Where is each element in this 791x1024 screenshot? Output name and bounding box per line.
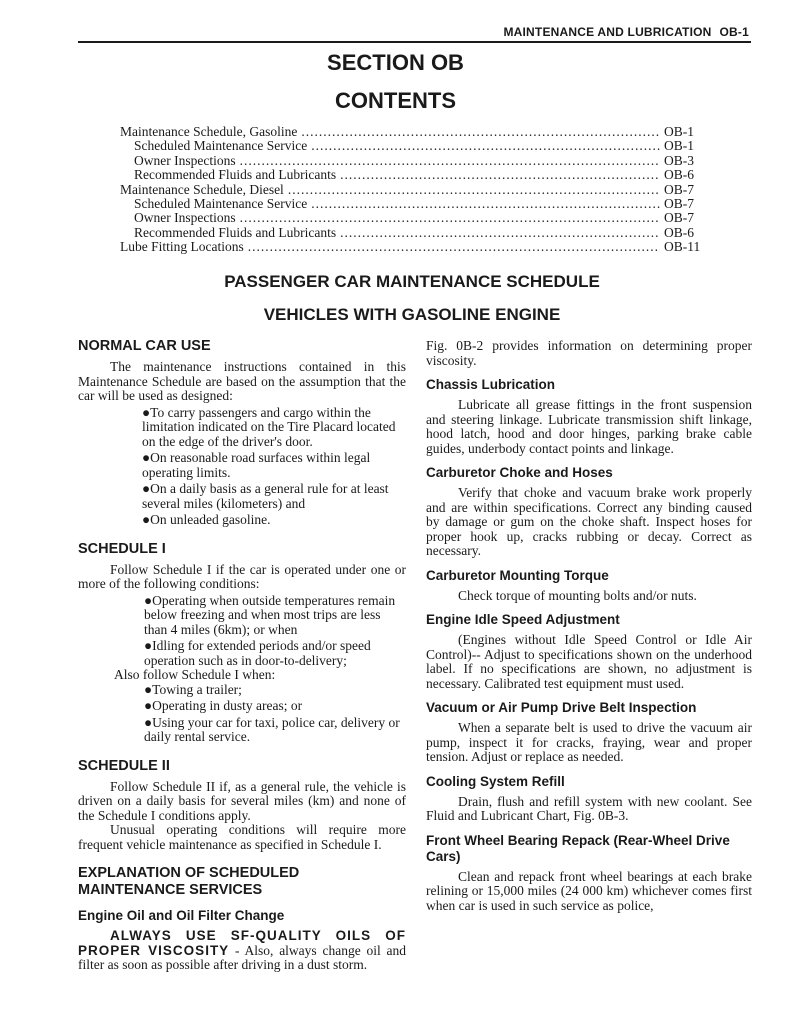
schedule-i-bullet: ●Using your car for taxi, police car, delivery or daily rental service. <box>144 714 400 744</box>
header-title: MAINTENANCE AND LUBRICATION <box>503 25 712 39</box>
toc-label: Maintenance Schedule, Gasoline <box>120 124 298 139</box>
toc-label: Scheduled Maintenance Service <box>134 196 308 212</box>
contents-title: CONTENTS <box>335 88 456 113</box>
toc-entry[interactable] <box>120 226 702 240</box>
schedule-ii-heading: SCHEDULE II <box>78 757 170 774</box>
header-rule <box>78 41 751 43</box>
toc-page: OB-1 <box>664 124 694 139</box>
toc-leader <box>248 240 660 254</box>
chassis-heading: Chassis Lubrication <box>426 377 556 392</box>
oil-change-caps: ALWAYS USE SF-QUALITY OILS OF PROPER VISCOSITY <box>78 928 406 958</box>
toc-label: Maintenance Schedule, Diesel <box>120 181 284 197</box>
schedule-i-intro: Follow Schedule I if the car is operated under one or more of the following conditions: <box>78 561 406 591</box>
choke-heading: Carburetor Choke and Hoses <box>426 465 613 480</box>
choke-text: Verify that choke and vacuum brake work properly and are within specifications. Correct any binding caused by damage or gum on the choke shaft. Inspect hoses for proper hook up, cracks rubbing or decay. Correct as necessary. <box>426 485 752 558</box>
oil-change-heading: Engine Oil and Oil Filter Change <box>78 908 285 923</box>
toc-leader <box>240 211 660 225</box>
schedule-ii-text: Follow Schedule II if, as a general rule, the vehicle is driven on a daily basis for several miles (km) and none of the Schedule I conditions apply. <box>78 778 406 823</box>
normal-bullet: ●On unleaded gasoline. <box>142 512 271 527</box>
explanation-heading <box>78 865 406 899</box>
normal-bullet: ●On a daily basis as a general rule for at least several miles (kilometers) and <box>142 481 389 511</box>
normal-intro: The maintenance instructions contained in this Maintenance Schedule are based on the assumption that the car will be used as designed: <box>78 359 406 403</box>
toc-label: Scheduled Maintenance Service <box>134 138 308 154</box>
toc-leader <box>301 125 660 139</box>
idle-heading: Engine Idle Speed Adjustment <box>426 612 620 627</box>
cooling-heading: Cooling System Refill <box>426 773 565 789</box>
oil-change-body: - Also, always change oil and filter as soon as possible after driving in a dust storm. <box>78 942 407 972</box>
toc-leader <box>340 168 660 182</box>
toc-leader <box>340 226 660 240</box>
torque-text: Check torque of mounting bolts and/or nuts. <box>458 587 697 603</box>
toc-label: Recommended Fluids and Lubricants <box>134 167 337 183</box>
schedule-i-bullet: ●Operating when outside temperatures remain below freezing and when most trips are less than 4 miles (6km); or when <box>144 592 396 637</box>
toc-entry[interactable] <box>120 154 702 168</box>
bearing-heading: Front Wheel Bearing Repack (Rear-Wheel Drive Cars) <box>426 832 730 864</box>
toc-leader <box>311 139 660 153</box>
left-column <box>78 338 406 973</box>
cooling-text: Drain, flush and refill system with new coolant. See Fluid and Lubricant Chart, Fig. 0B-3. <box>426 793 752 823</box>
toc-page: OB-3 <box>664 152 694 168</box>
torque-heading: Carburetor Mounting Torque <box>426 567 609 583</box>
toc-leader <box>288 183 660 197</box>
toc-label: Owner Inspections <box>134 210 236 226</box>
idle-text: (Engines without Idle Speed Control or Idle Air Control)-- Adjust to specifications shown on the underhood label. If no specifications are shown, no adjustment is necessary. Calibrated test equipment must used. <box>426 632 752 691</box>
toc-page: OB-1 <box>664 138 694 154</box>
chassis-text: Lubricate all grease fittings in the front suspension and steering linkage. Lubricate transmission shift linkage, hood latch, hood and door hinges, parking brake cable guides, underbody contact points and linkage. <box>426 397 752 456</box>
toc-leader <box>311 197 660 211</box>
toc-entry[interactable] <box>120 240 702 254</box>
toc-leader <box>240 154 660 168</box>
schedule-i-bullet: ●Operating in dusty areas; or <box>144 698 303 713</box>
schedule-i-heading: SCHEDULE I <box>78 540 166 557</box>
belt-text: When a separate belt is used to drive the vacuum air pump, inspect it for cracks, fraying, wear and proper tension. Adjust or replace as needed. <box>426 720 752 764</box>
belt-heading: Vacuum or Air Pump Drive Belt Inspection <box>426 700 697 715</box>
toc-page: OB-6 <box>664 167 694 183</box>
schedule-subtitle: VEHICLES WITH GASOLINE ENGINE <box>263 305 561 324</box>
toc-entry[interactable] <box>120 197 702 211</box>
toc-entry[interactable] <box>120 211 702 225</box>
section-title: SECTION OB <box>327 50 464 75</box>
schedule-i-bullet: ●Towing a trailer; <box>144 681 242 697</box>
toc-page: OB-7 <box>664 181 694 197</box>
toc-entry[interactable] <box>120 139 702 153</box>
schedule-i-also: Also follow Schedule I when: <box>114 667 276 682</box>
table-of-contents <box>120 125 702 255</box>
toc-page: OB-11 <box>664 239 701 255</box>
bearing-text: Clean and repack front wheel bearings at each brake relining or 15,000 miles (24 000 km) whichever comes first when car is used in such service as police, <box>426 868 752 913</box>
normal-bullet: ●To carry passengers and cargo within the limitation indicated on the Tire Placard located on the edge of the driver's door. <box>142 404 396 449</box>
toc-label: Owner Inspections <box>134 152 236 168</box>
explanation-heading-line-2: MAINTENANCE SERVICES <box>78 882 263 898</box>
toc-entry[interactable] <box>120 125 702 139</box>
toc-page: OB-7 <box>664 210 694 226</box>
schedule-i-bullet: ●Idling for extended periods and/or speed operation such as in door-to-delivery; <box>144 638 371 668</box>
explanation-heading-line-1: EXPLANATION OF SCHEDULED <box>78 865 300 881</box>
toc-entry[interactable] <box>120 168 702 182</box>
oil-change-text <box>78 929 406 973</box>
running-header <box>503 25 749 39</box>
schedule-title: PASSENGER CAR MAINTENANCE SCHEDULE <box>224 272 600 291</box>
toc-label: Recommended Fluids and Lubricants <box>134 224 337 240</box>
toc-page: OB-6 <box>664 224 694 240</box>
normal-car-use-heading: NORMAL CAR USE <box>78 338 211 354</box>
header-page-number: OB-1 <box>719 25 749 39</box>
right-column <box>426 339 752 913</box>
normal-bullet: ●On reasonable road surfaces within legal operating limits. <box>142 450 371 480</box>
viscosity-text: Fig. 0B-2 provides information on determining proper viscosity. <box>426 338 752 368</box>
toc-page: OB-7 <box>664 196 694 212</box>
toc-entry[interactable] <box>120 183 702 197</box>
toc-label: Lube Fitting Locations <box>120 239 244 255</box>
schedule-ii-text-2: Unusual operating conditions will require more frequent vehicle maintenance as specified in Schedule I. <box>78 822 406 852</box>
